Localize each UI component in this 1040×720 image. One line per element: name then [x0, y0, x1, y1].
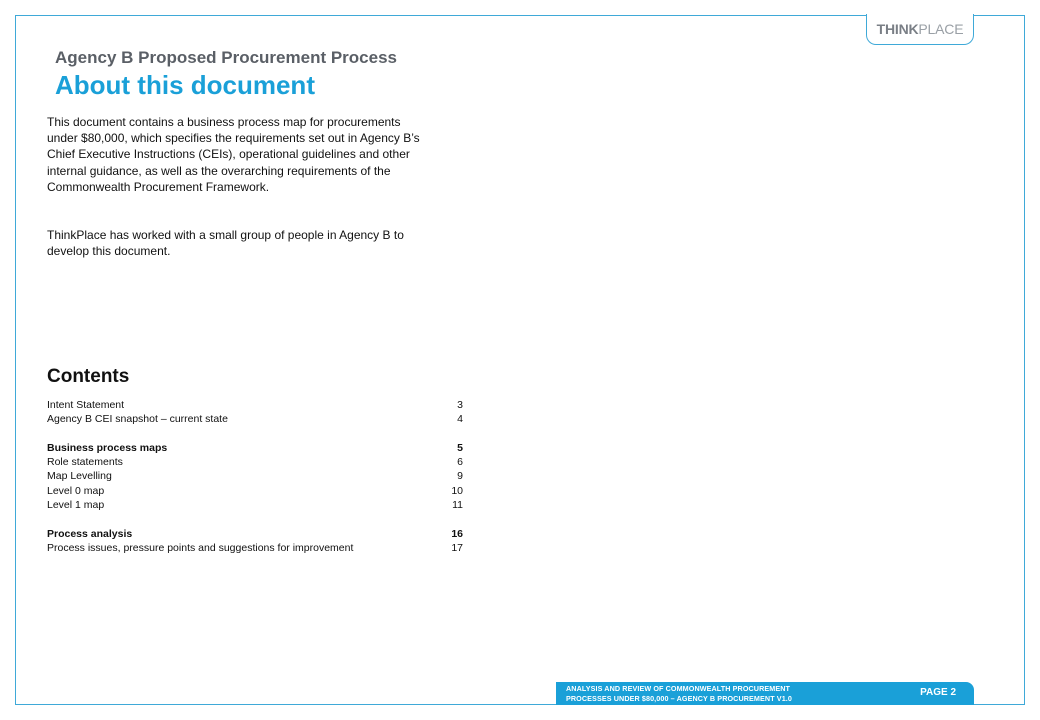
thinkplace-logo: [866, 14, 974, 45]
toc-entry-label: Process analysis: [47, 527, 133, 540]
toc-entry[interactable]: [47, 541, 463, 555]
toc-entry-page: 16: [451, 527, 463, 540]
toc-entry-label: Process issues, pressure points and suggestions for improvement: [47, 541, 354, 554]
toc-entry-label: Level 0 map: [47, 484, 105, 497]
toc-entry-page: 4: [457, 413, 463, 426]
toc-entry-label: Intent Statement: [47, 399, 125, 411]
table-of-contents: [47, 398, 463, 555]
toc-spacer: [47, 427, 463, 441]
footer-document-title: [566, 684, 866, 704]
toc-entry-page: 6: [457, 456, 463, 469]
toc-entry[interactable]: [47, 498, 463, 512]
toc-entry-label: Agency B CEI snapshot – current state: [47, 413, 228, 426]
contents-heading: Contents: [47, 366, 130, 387]
toc-entry-page: 3: [457, 399, 463, 411]
logo-place-text: PLACE: [918, 21, 964, 37]
toc-entry[interactable]: [47, 455, 463, 469]
intro-paragraph: This document contains a business process map for procurements under $80,000, which specifies the requirements set out in Agency B’s Chief Executive Instructions (CEIs), operational guidelines and other internal guidance, as well as the overarching requirements of the Commonwealth Procurement Framework.: [47, 115, 420, 194]
footer-line: PROCESSES UNDER $80,000 – AGENCY B PROCUREMENT V1.0: [566, 694, 792, 703]
toc-entry-page: 10: [451, 484, 463, 497]
toc-entry-page: 11: [452, 499, 463, 512]
document-supertitle: Agency B Proposed Procurement Process: [55, 48, 398, 67]
toc-entry[interactable]: [47, 398, 463, 412]
toc-entry-page: 9: [457, 470, 463, 483]
toc-entry-label: Role statements: [47, 456, 123, 469]
toc-entry-page: 17: [451, 541, 463, 554]
toc-entry-label: Level 1 map: [47, 499, 105, 512]
page-title: About this document: [55, 70, 315, 100]
intro-text: [47, 114, 422, 291]
toc-entry[interactable]: [47, 484, 463, 498]
intro-paragraph: ThinkPlace has worked with a small group of people in Agency B to develop this document.: [47, 228, 404, 259]
toc-spacer: [47, 512, 463, 526]
toc-entry[interactable]: [47, 527, 463, 541]
toc-entry[interactable]: [47, 441, 463, 455]
toc-entry[interactable]: [47, 469, 463, 483]
toc-entry-page: 5: [457, 441, 463, 454]
footer-bar: [556, 682, 974, 705]
footer-line: ANALYSIS AND REVIEW OF COMMONWEALTH PROCUREMENT: [566, 684, 791, 693]
page-number: PAGE 2: [920, 687, 956, 698]
logo-think-text: THINK: [876, 21, 919, 37]
toc-entry-label: Map Levelling: [47, 470, 112, 483]
toc-entry-label: Business process maps: [47, 441, 168, 454]
toc-entry[interactable]: [47, 412, 463, 426]
